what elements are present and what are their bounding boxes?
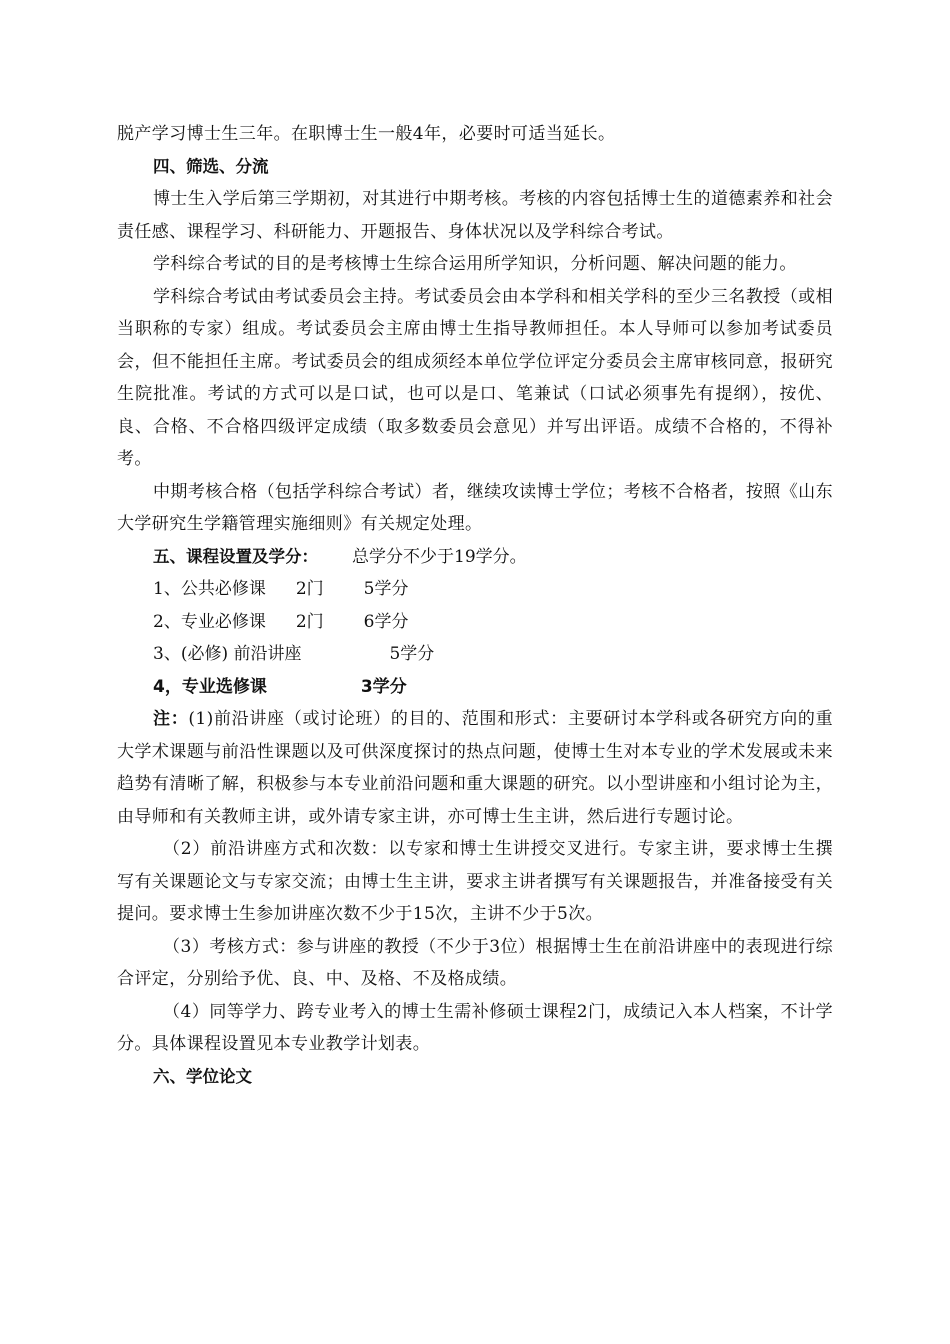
- paragraph-exam-committee: 学科综合考试由考试委员会主持。考试委员会由本学科和相关学科的至少三名教授（或相当职称的专家）组成。考试委员会主席由博士生指导教师担任。本人导师可以参加考试委员会，但不能担任主席。考试委员会的组成须经本单位学位评定分委员会主席审核同意，报研究生院批准。考试的方式可以是口试，也可以是口、笔兼试（口试必须事先有提纲），按优、良、合格、不合格四级评定成绩（取多数委员会意见）并写出评语。成绩不合格的，不得补考。: [117, 286, 833, 469]
- note-3: （3）考核方式：参与讲座的教授（不少于3位）根据博士生在前沿讲座中的表现进行综合评定，分别给予优、良、中、及格、不及格成绩。: [117, 936, 833, 989]
- course-name: 4，专业选修课: [153, 676, 267, 697]
- course-name: 1、公共必修课: [153, 579, 266, 599]
- course-count: 2门: [295, 579, 324, 599]
- section-heading-5: [117, 541, 833, 574]
- note-1-text: (1)前沿讲座（或讨论班）的目的、范围和形式：主要研讨本学科或各研究方向的重大学术课题与前沿性课题以及可供深度探讨的热点问题，使博士生对本专业的学术发展或未来趋势有清晰了解，积极参与本专业前沿问题和重大课题的研究。以小型讲座和小组讨论为主，由导师和有关教师主讲，或外请专家主讲，亦可博士生主讲，然后进行专题讨论。: [117, 709, 833, 827]
- course-name: 3、(必修) 前沿讲座: [153, 644, 302, 664]
- paragraph-review-result: 中期考核合格（包括学科综合考试）者，继续攻读博士学位；考核不合格者，按照《山东大学研究生学籍管理实施细则》有关规定处理。: [117, 481, 833, 534]
- note-4: （4）同等学力、跨专业考入的博士生需补修硕士课程2门，成绩记入本人档案，不计学分。具体课程设置见本专业教学计划表。: [117, 1001, 833, 1054]
- total-credits: 总学分不少于19学分。: [352, 546, 527, 567]
- course-name: 2、专业必修课: [153, 611, 266, 632]
- course-row-1: [117, 573, 833, 606]
- course-credit: 5学分: [363, 579, 409, 599]
- course-count: 2门: [295, 611, 324, 632]
- course-credit: 5学分: [389, 644, 435, 664]
- paragraph-study-duration: 脱产学习博士生三年。在职博士生一般4年，必要时可适当延长。: [117, 124, 616, 144]
- course-credit: 6学分: [363, 611, 409, 632]
- section-heading-6: 六、学位论文: [153, 1066, 252, 1086]
- document-body: [117, 118, 833, 1093]
- section-heading-5-title: 五、课程设置及学分：: [153, 546, 318, 566]
- note-1: [117, 703, 833, 833]
- course-row-2: [117, 606, 833, 639]
- course-credit: 3学分: [360, 676, 407, 697]
- course-row-3: [117, 638, 833, 671]
- paragraph-exam-purpose: 学科综合考试的目的是考核博士生综合运用所学知识，分析问题、解决问题的能力。: [153, 254, 797, 274]
- paragraph-midterm-review: 博士生入学后第三学期初，对其进行中期考核。考核的内容包括博士生的道德素养和社会责任感、课程学习、科研能力、开题报告、身体状况以及学科综合考试。: [117, 189, 833, 242]
- section-heading-4: 四、筛选、分流: [153, 156, 269, 176]
- course-row-4: [117, 671, 833, 704]
- note-2: （2）前沿讲座方式和次数：以专家和博士生讲授交叉进行。专家主讲，要求博士生撰写有关课题论文与专家交流；由博士生主讲，要求主讲者撰写有关课题报告，并准备接受有关提问。要求博士生参加讲座次数不少于15次，主讲不少于5次。: [117, 839, 833, 924]
- note-label: 注：: [153, 709, 189, 729]
